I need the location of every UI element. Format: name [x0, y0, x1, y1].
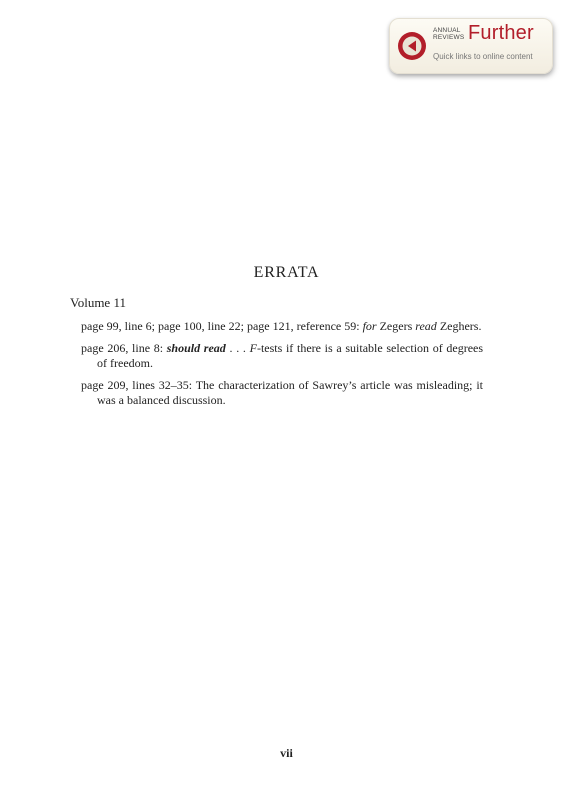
volume-heading: Volume 11 [70, 295, 126, 310]
badge-subtitle: Quick links to online content [433, 52, 533, 61]
annual-reviews-wordmark: ANNUAL REVIEWS [433, 27, 465, 41]
erratum-item: page 206, line 8: should read . . . F-tests if there is a suitable selection of degrees of freedom. [81, 341, 484, 370]
erratum-item: page 99, line 6; page 100, line 22; page 121, reference 59: for Zegers read Zeghers. [81, 319, 482, 333]
page-number: vii [280, 746, 293, 760]
play-arrow-icon [397, 31, 427, 61]
further-badge[interactable] [389, 18, 553, 74]
page-title: ERRATA [253, 264, 320, 281]
badge-title: Further [468, 22, 534, 44]
errata-list [81, 319, 483, 415]
erratum-item: page 209, lines 32–35: The characterization of Sawrey’s article was misleading; it was a balanced discussion. [81, 378, 483, 407]
